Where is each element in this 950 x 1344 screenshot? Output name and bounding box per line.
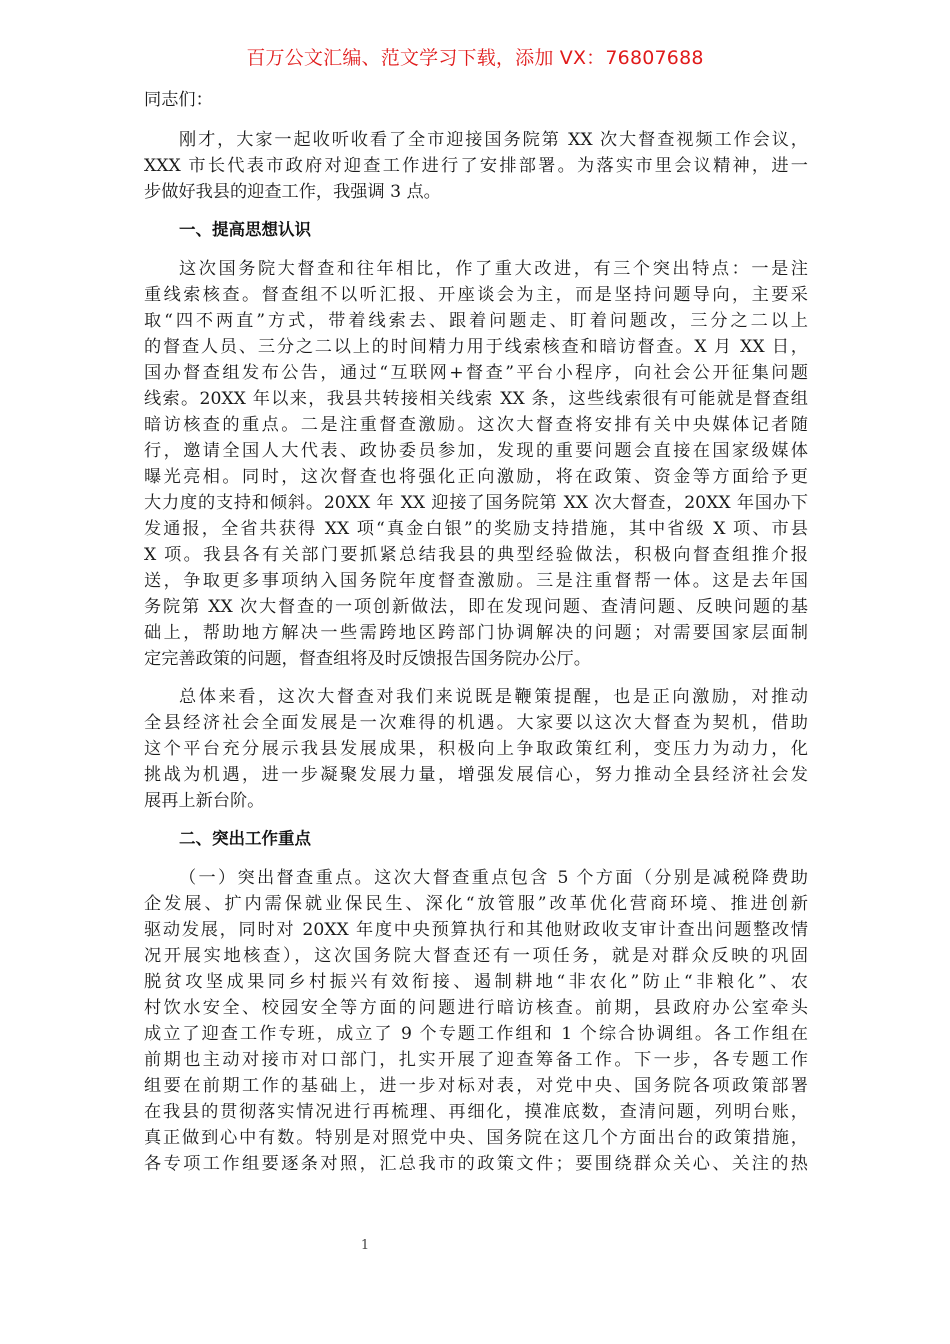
- paragraph-line: 线索。20XX 年以来，我县共转接相关线索 XX 条，这些线索很有可能就是督查组: [144, 389, 808, 409]
- paragraph-line: （一）突出督查重点。这次大督查重点包含 5 个方面（分别是减税降费助: [179, 868, 808, 888]
- section1-paragraph-1: [144, 256, 808, 672]
- paragraph-line: 驱动发展，同时对 20XX 年度中央预算执行和其他财政收支审计查出问题整改情: [144, 920, 808, 940]
- paragraph-line: 行，邀请全国人大代表、政协委员参加，发现的重要问题会直接在国家级媒体: [144, 441, 808, 461]
- paragraph-line: 况开展实地核查），这次国务院大督查还有一项任务，就是对群众反映的巩固: [144, 946, 808, 966]
- paragraph-line: 脱贫攻坚成果同乡村振兴有效衔接、遏制耕地“非农化”防止“非粮化”、农: [144, 972, 808, 992]
- document-body: [144, 87, 808, 1189]
- paragraph-line: 国办督查组发布公告，通过“互联网+督查”平台小程序，向社会公开征集问题: [144, 363, 808, 383]
- paragraph-line: 总体来看，这次大督查对我们来说既是鞭策提醒，也是正向激励，对推动: [179, 687, 808, 707]
- paragraph-line: X 项。我县各有关部门要抓紧总结我县的典型经验做法，积极向督查组推介报: [144, 545, 808, 565]
- paragraph-line: 前期也主动对接市对口部门，扎实开展了迎查筹备工作。下一步，各专题工作: [144, 1050, 808, 1070]
- paragraph-line: 取“四不两直”方式，带着线索去、跟着问题走、盯着问题改，三分之二以上: [144, 311, 808, 331]
- paragraph-line: 展再上新台阶。: [144, 791, 265, 811]
- paragraph-line: 的督查人员、三分之二以上的时间精力用于线索核查和暗访督查。X 月 XX 日，: [144, 337, 808, 357]
- paragraph-line: 步做好我县的迎查工作，我强调 3 点。: [144, 182, 441, 202]
- promo-banner: 百万公文汇编、范文学习下载，添加 VX：76807688: [246, 47, 704, 69]
- paragraph-line: 定完善政策的问题，督查组将及时反馈报告国务院办公厅。: [144, 649, 591, 669]
- paragraph-line: 刚才，大家一起收听收看了全市迎接国务院第 XX 次大督查视频工作会议，: [179, 130, 808, 150]
- paragraph-line: 这个平台充分展示我县发展成果，积极向上争取政策红利，变压力为动力，化: [144, 739, 808, 759]
- paragraph-line: 大力度的支持和倾斜。20XX 年 XX 迎接了国务院第 XX 次大督查，20XX 年国办下: [144, 493, 808, 513]
- paragraph-line: 真正做到心中有数。特别是对照党中央、国务院在这几个方面出台的政策措施，: [144, 1128, 808, 1148]
- section1-paragraph-2: [144, 684, 808, 814]
- paragraph-line: 在我县的贯彻落实情况进行再梳理、再细化，摸准底数，查清问题，列明台账，: [144, 1102, 808, 1122]
- paragraph-line: 各专项工作组要逐条对照，汇总我市的政策文件；要围绕群众关心、关注的热: [144, 1154, 808, 1174]
- paragraph-line: 送，争取更多事项纳入国务院年度督查激励。三是注重督帮一体。这是去年国: [144, 571, 808, 591]
- salutation: 同志们：: [144, 90, 213, 110]
- paragraph-line: 曝光亮相。同时，这次督查也将强化正向激励，将在政策、资金等方面给予更: [144, 467, 808, 487]
- paragraph-line: 成立了迎查工作专班，成立了 9 个专题工作组和 1 个综合协调组。各工作组在: [144, 1024, 808, 1044]
- intro-paragraph: [144, 127, 808, 205]
- section-heading-1: 一、提高思想认识: [179, 220, 311, 239]
- paragraph-line: XXX 市长代表市政府对迎查工作进行了安排部署。为落实市里会议精神，进一: [144, 156, 808, 176]
- paragraph-line: 这次国务院大督查和往年相比，作了重大改进，有三个突出特点：一是注: [179, 259, 808, 279]
- paragraph-line: 务院第 XX 次大督查的一项创新做法，即在发现问题、查清问题、反映问题的基: [144, 597, 808, 617]
- paragraph-line: 挑战为机遇，进一步凝聚发展力量，增强发展信心，努力推动全县经济社会发: [144, 765, 808, 785]
- paragraph-line: 企发展、扩内需保就业保民生、深化“放管服”改革优化营商环境、推进创新: [144, 894, 808, 914]
- paragraph-line: 村饮水安全、校园安全等方面的问题进行暗访核查。前期，县政府办公室牵头: [144, 998, 808, 1018]
- paragraph-line: 组要在前期工作的基础上，进一步对标对表，对党中央、国务院各项政策部署: [144, 1076, 808, 1096]
- paragraph-line: 发通报，全省共获得 XX 项“真金白银”的奖励支持措施，其中省级 X 项、市县: [144, 519, 808, 539]
- paragraph-line: 暗访核查的重点。二是注重督查激励。这次大督查将安排有关中央媒体记者随: [144, 415, 808, 435]
- paragraph-line: 础上，帮助地方解决一些需跨地区跨部门协调解决的问题；对需要国家层面制: [144, 623, 808, 643]
- page-number: 1: [360, 1238, 370, 1253]
- section2-paragraph-1: [144, 865, 808, 1177]
- paragraph-line: 全县经济社会全面发展是一次难得的机遇。大家要以这次大督查为契机，借助: [144, 713, 808, 733]
- paragraph-line: 重线索核查。督查组不以听汇报、开座谈会为主，而是坚持问题导向，主要采: [144, 285, 808, 305]
- section-heading-2: 二、突出工作重点: [179, 829, 311, 848]
